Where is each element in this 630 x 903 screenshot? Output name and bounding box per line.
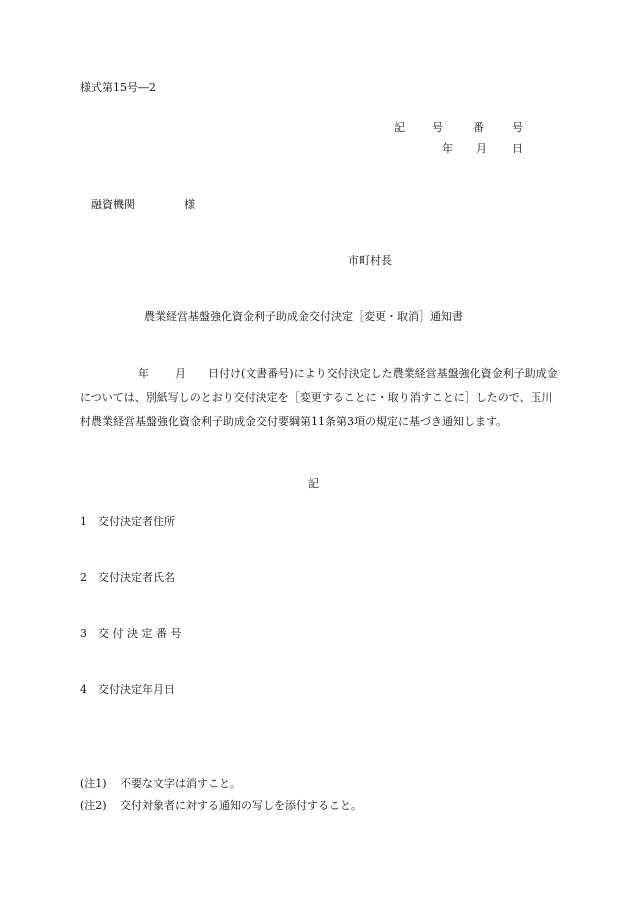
item-label: 交付決定年月日 (98, 683, 175, 696)
item-number: 1 (80, 515, 87, 528)
note-label: (注2) (80, 799, 107, 812)
item-label: 交付決定者氏名 (98, 571, 175, 584)
date-month: 月 (476, 142, 487, 155)
date-year: 年 (442, 142, 453, 155)
body-month: 月 (175, 367, 186, 380)
item-number: 4 (80, 683, 87, 696)
item-label: 交付決定者住所 (98, 515, 175, 528)
note-text: 不要な文字は消すこと。 (120, 777, 241, 790)
record-number-char: 号 (432, 121, 443, 134)
date-day: 日 (512, 142, 523, 155)
note-text: 交付対象者に対する通知の写しを添付すること。 (120, 799, 362, 812)
item-number: 2 (80, 571, 87, 584)
list-item (80, 516, 175, 527)
record-number-char: 記 (394, 121, 405, 134)
document-title: 農業経営基盤強化資金利子助成金交付決定［変更・取消］通知書 (144, 310, 463, 323)
note-label: (注1) (80, 777, 107, 790)
list-item (80, 684, 175, 695)
note-1 (80, 778, 241, 789)
ki-heading: 記 (308, 477, 319, 490)
record-number-char: 番 (473, 121, 484, 134)
record-number-char: 号 (512, 121, 523, 134)
addressee-name: 融資機関 (91, 198, 135, 211)
body-text: 日付け(文書番号)により交付決定した農業経営基盤強化資金利子助成金については、別紙写しのとおり交付決定を［変更することに・取り消すことに］したので、玉川村農業経営基盤強化資金利子助成金交付要綱第11条第3項の規定に基づき通知します。 (80, 367, 558, 428)
issuer: 市町村長 (348, 254, 392, 267)
item-label: 交 付 決 定 番 号 (98, 627, 182, 640)
body-year: 年 (138, 367, 149, 380)
form-number: 様式第15号―2 (80, 81, 156, 94)
list-item (80, 628, 181, 639)
note-2 (80, 800, 362, 811)
addressee-honorific: 様 (184, 198, 195, 211)
item-number: 3 (80, 627, 87, 640)
body-paragraph (80, 362, 560, 434)
list-item (80, 572, 175, 583)
